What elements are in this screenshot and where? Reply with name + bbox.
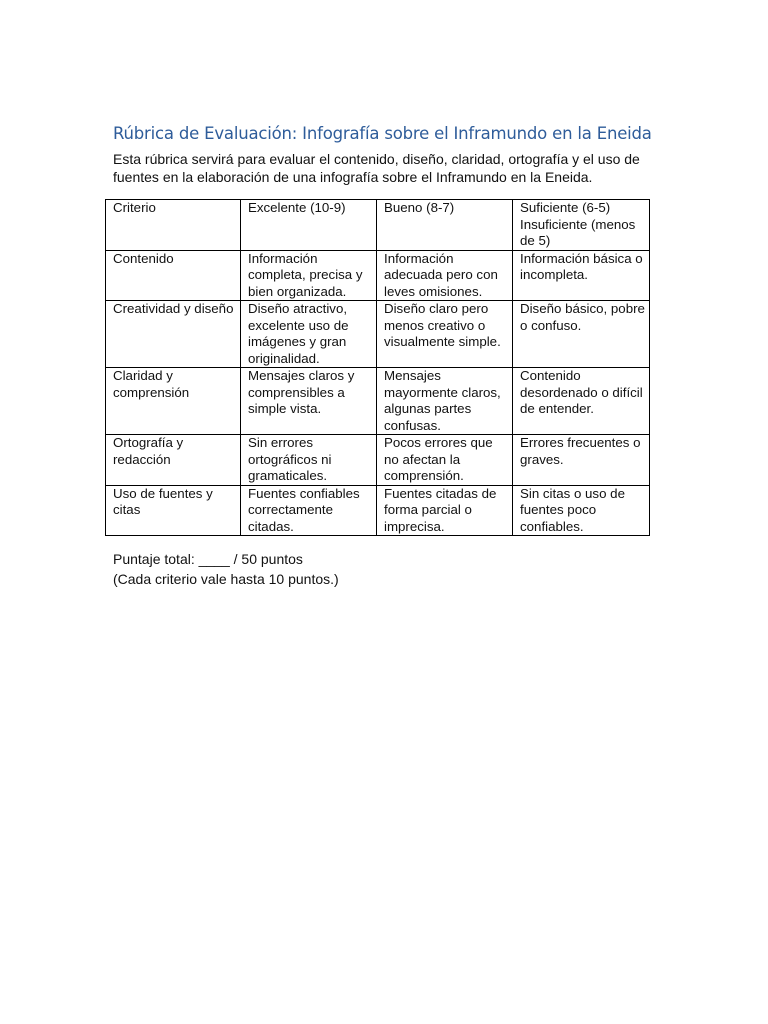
cell-criterion: Uso de fuentes y citas (106, 485, 241, 536)
cell-suficiente: Contenido desordenado o difícil de entender. (513, 368, 650, 435)
table-row (106, 301, 650, 368)
cell-bueno: Información adecuada pero con leves omisiones. (377, 250, 513, 301)
table-row (106, 435, 650, 486)
cell-bueno: Pocos errores que no afectan la comprensión. (377, 435, 513, 486)
cell-bueno: Diseño claro pero menos creativo o visualmente simple. (377, 301, 513, 368)
table-header-row (106, 200, 650, 251)
header-insuficiente-label: Insuficiente (menos de 5) (520, 216, 636, 248)
cell-bueno: Mensajes mayormente claros, algunas partes confusas. (377, 368, 513, 435)
intro-paragraph: Esta rúbrica servirá para evaluar el contenido, diseño, claridad, ortografía y el uso de fuentes en la elaboración de una infografía sobre el Inframundo en la Eneida. (113, 151, 640, 185)
cell-suficiente: Diseño básico, pobre o confuso. (513, 301, 650, 368)
table-row (106, 368, 650, 435)
cell-bueno: Fuentes citadas de forma parcial o imprecisa. (377, 485, 513, 536)
cell-suficiente: Errores frecuentes o graves. (513, 435, 650, 486)
rubric-table (105, 199, 650, 536)
cell-excelente: Fuentes confiables correctamente citadas. (241, 485, 377, 536)
cell-suficiente: Sin citas o uso de fuentes poco confiables. (513, 485, 650, 536)
score-footer (113, 549, 633, 589)
cell-excelente: Diseño atractivo, excelente uso de imágenes y gran originalidad. (241, 301, 377, 368)
header-bueno: Bueno (8-7) (377, 200, 513, 251)
score-note: (Cada criterio vale hasta 10 puntos.) (113, 571, 339, 587)
cell-excelente: Información completa, precisa y bien organizada. (241, 250, 377, 301)
cell-criterion: Creatividad y diseño (106, 301, 241, 368)
header-suficiente-label: Suficiente (6-5) (520, 200, 611, 215)
header-excelente: Excelente (10-9) (241, 200, 377, 251)
cell-excelente: Sin errores ortográficos ni gramaticales. (241, 435, 377, 486)
cell-suficiente: Información básica o incompleta. (513, 250, 650, 301)
cell-criterion: Contenido (106, 250, 241, 301)
table-row (106, 250, 650, 301)
table-row (106, 485, 650, 536)
cell-excelente: Mensajes claros y comprensibles a simple vista. (241, 368, 377, 435)
cell-criterion: Ortografía y redacción (106, 435, 241, 486)
cell-criterion: Claridad y comprensión (106, 368, 241, 435)
header-criterio: Criterio (106, 200, 241, 251)
document-title: Rúbrica de Evaluación: Infografía sobre el Inframundo en la Eneida (113, 124, 652, 143)
total-score-line: Puntaje total: ____ / 50 puntos (113, 551, 303, 567)
header-suficiente (513, 200, 650, 251)
